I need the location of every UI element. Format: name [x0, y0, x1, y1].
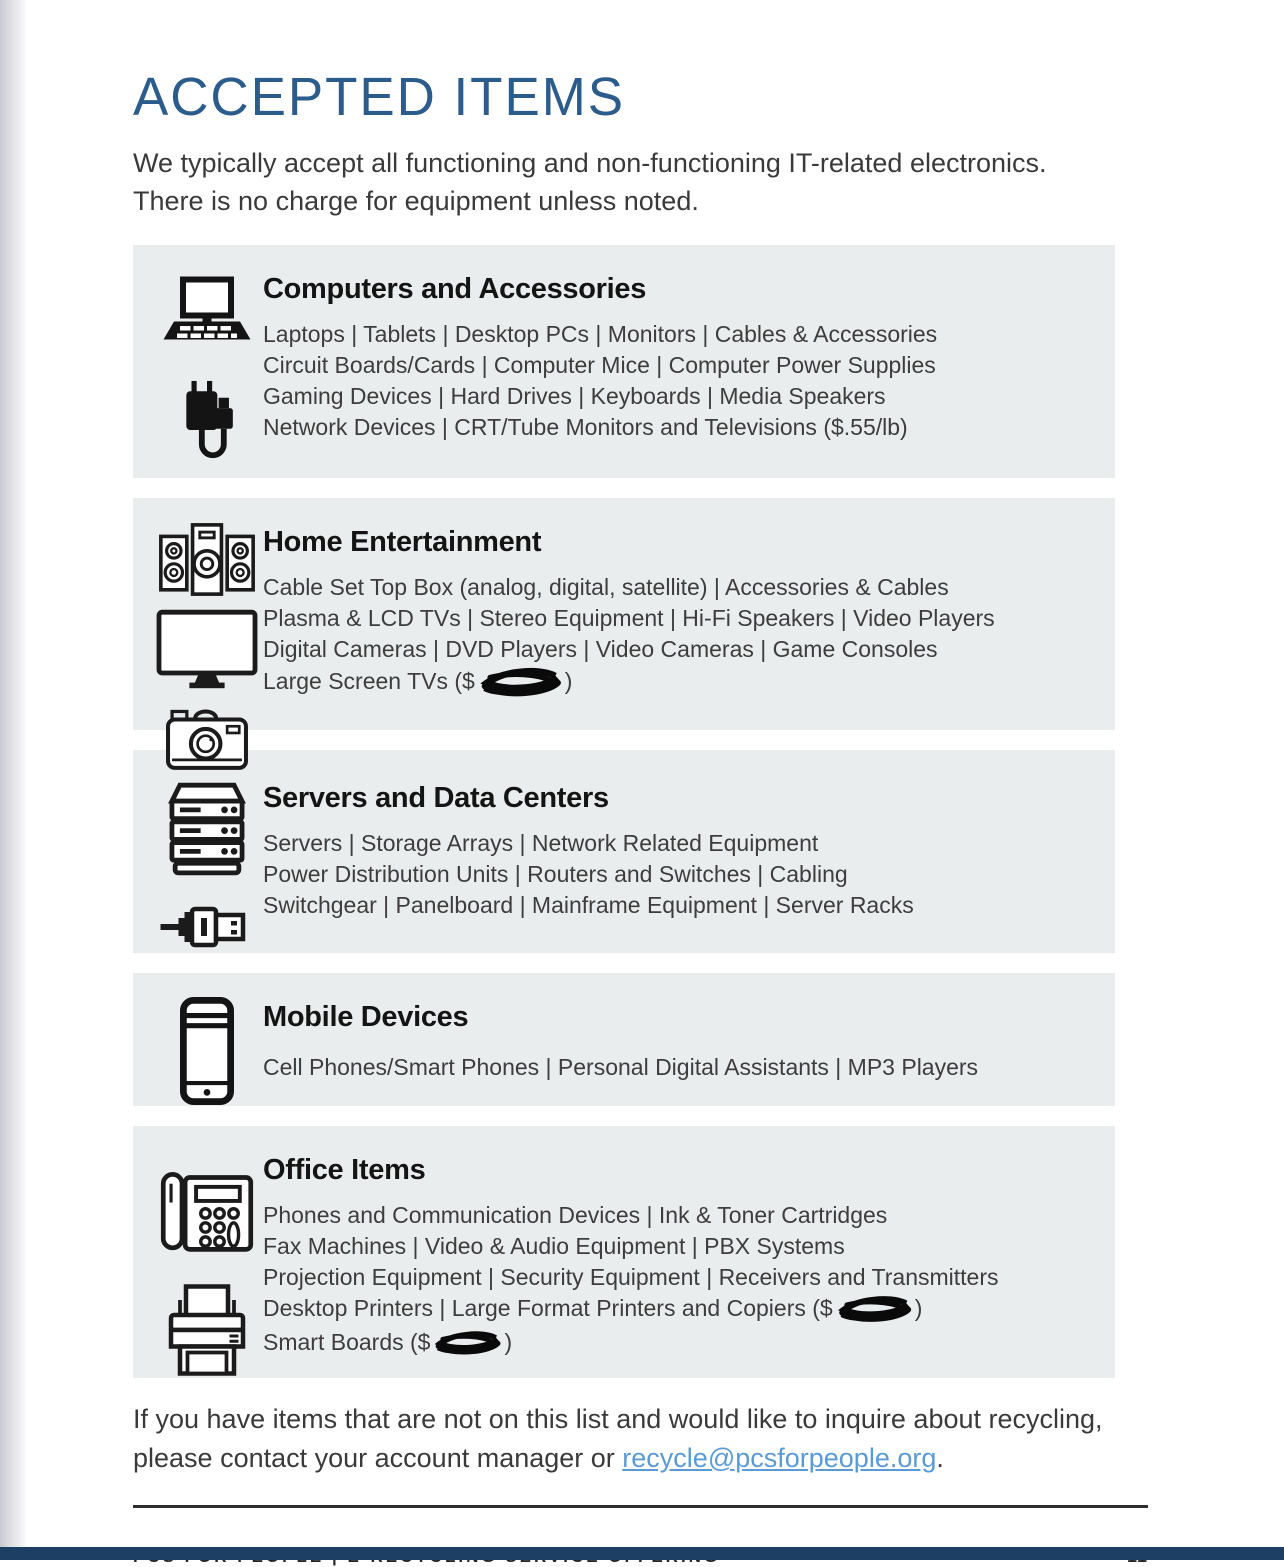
section-icon-column [151, 245, 263, 478]
recycle-email-link[interactable]: recycle@pcsforpeople.org [622, 1442, 937, 1473]
page-title: ACCEPTED ITEMS [133, 67, 626, 127]
section-line: Gaming Devices | Hard Drives | Keyboards | Media Speakers [263, 382, 886, 409]
section-heading: Servers and Data Centers [263, 781, 609, 814]
section-mobile-devices [133, 973, 1115, 1106]
section-icon-column [151, 750, 263, 953]
redacted-line-prefix: Desktop Printers | Large Format Printers and Copiers ($ [263, 1294, 833, 1321]
page-content [133, 66, 1155, 1567]
speaker-system-icon [155, 522, 259, 597]
section-home-entertainment [133, 498, 1115, 730]
footer-note-text: If you have items that are not on this list and would like to inquire about recycling, please contact your account manager or [133, 1403, 1103, 1473]
section-line: Power Distribution Units | Routers and Switches | Cabling [263, 860, 848, 887]
footer-divider [133, 1505, 1148, 1508]
redacted-line-suffix: ) [564, 667, 573, 694]
redacted-line-prefix: Large Screen TVs ($ [263, 667, 475, 694]
section-icon-column [151, 498, 263, 730]
section-line: Digital Cameras | DVD Players | Video Cameras | Game Consoles [263, 635, 938, 662]
redaction-scribble [431, 1328, 503, 1356]
section-line-redacted [263, 665, 1099, 701]
section-heading: Home Entertainment [263, 525, 542, 558]
power-adapter-icon [176, 375, 238, 467]
section-line: Switchgear | Panelboard | Mainframe Equipment | Server Racks [263, 891, 914, 918]
section-icon-column [151, 973, 263, 1106]
section-heading: Mobile Devices [263, 1000, 469, 1033]
section-icon-column [151, 1126, 263, 1378]
redacted-line-suffix: ) [914, 1294, 923, 1321]
printer-icon [159, 1280, 255, 1380]
server-rack-icon [159, 782, 255, 884]
page-edge-shadow [0, 0, 26, 1547]
redacted-line-prefix: Smart Boards ($ [263, 1328, 431, 1355]
section-line: Cell Phones/Smart Phones | Personal Digital Assistants | MP3 Players [263, 1053, 979, 1080]
section-line: Plasma & LCD TVs | Stereo Equipment | Hi-Fi Speakers | Video Players [263, 604, 995, 631]
section-computers-accessories [133, 245, 1115, 478]
intro-paragraph: We typically accept all functioning and non-functioning IT-related electronics. There is no charge for equipment unless noted. [133, 148, 1047, 217]
section-line: Network Devices | CRT/Tube Monitors and Televisions ($.55/lb) [263, 413, 908, 440]
redaction-scribble [834, 1293, 914, 1323]
laptop-icon [159, 275, 255, 359]
section-line: Cable Set Top Box (analog, digital, satellite) | Accessories & Cables [263, 573, 949, 600]
footer-note [133, 1400, 1148, 1478]
section-line: Projection Equipment | Security Equipment | Receivers and Transmitters [263, 1263, 999, 1290]
section-line-redacted [263, 1327, 1099, 1360]
section-line: Fax Machines | Video & Audio Equipment | PBX Systems [263, 1232, 845, 1259]
section-line: Servers | Storage Arrays | Network Related Equipment [263, 829, 819, 856]
section-line: Laptops | Tablets | Desktop PCs | Monitors | Cables & Accessories [263, 320, 938, 347]
section-line: Phones and Communication Devices | Ink & Toner Cartridges [263, 1201, 888, 1228]
section-servers-data-centers [133, 750, 1115, 953]
section-line-redacted [263, 1293, 1099, 1327]
desk-phone-icon [157, 1168, 257, 1262]
smartphone-icon [176, 997, 238, 1105]
section-heading: Office Items [263, 1153, 426, 1186]
usb-plug-icon [157, 900, 257, 954]
section-heading: Computers and Accessories [263, 272, 647, 305]
redaction-scribble [476, 665, 564, 697]
tv-icon [155, 609, 259, 689]
redacted-line-suffix: ) [504, 1328, 513, 1355]
bottom-accent-bar [0, 1547, 1284, 1560]
footer-note-period: . [936, 1442, 944, 1473]
section-line: Circuit Boards/Cards | Computer Mice | Computer Power Supplies [263, 351, 936, 378]
section-office-items [133, 1126, 1115, 1378]
